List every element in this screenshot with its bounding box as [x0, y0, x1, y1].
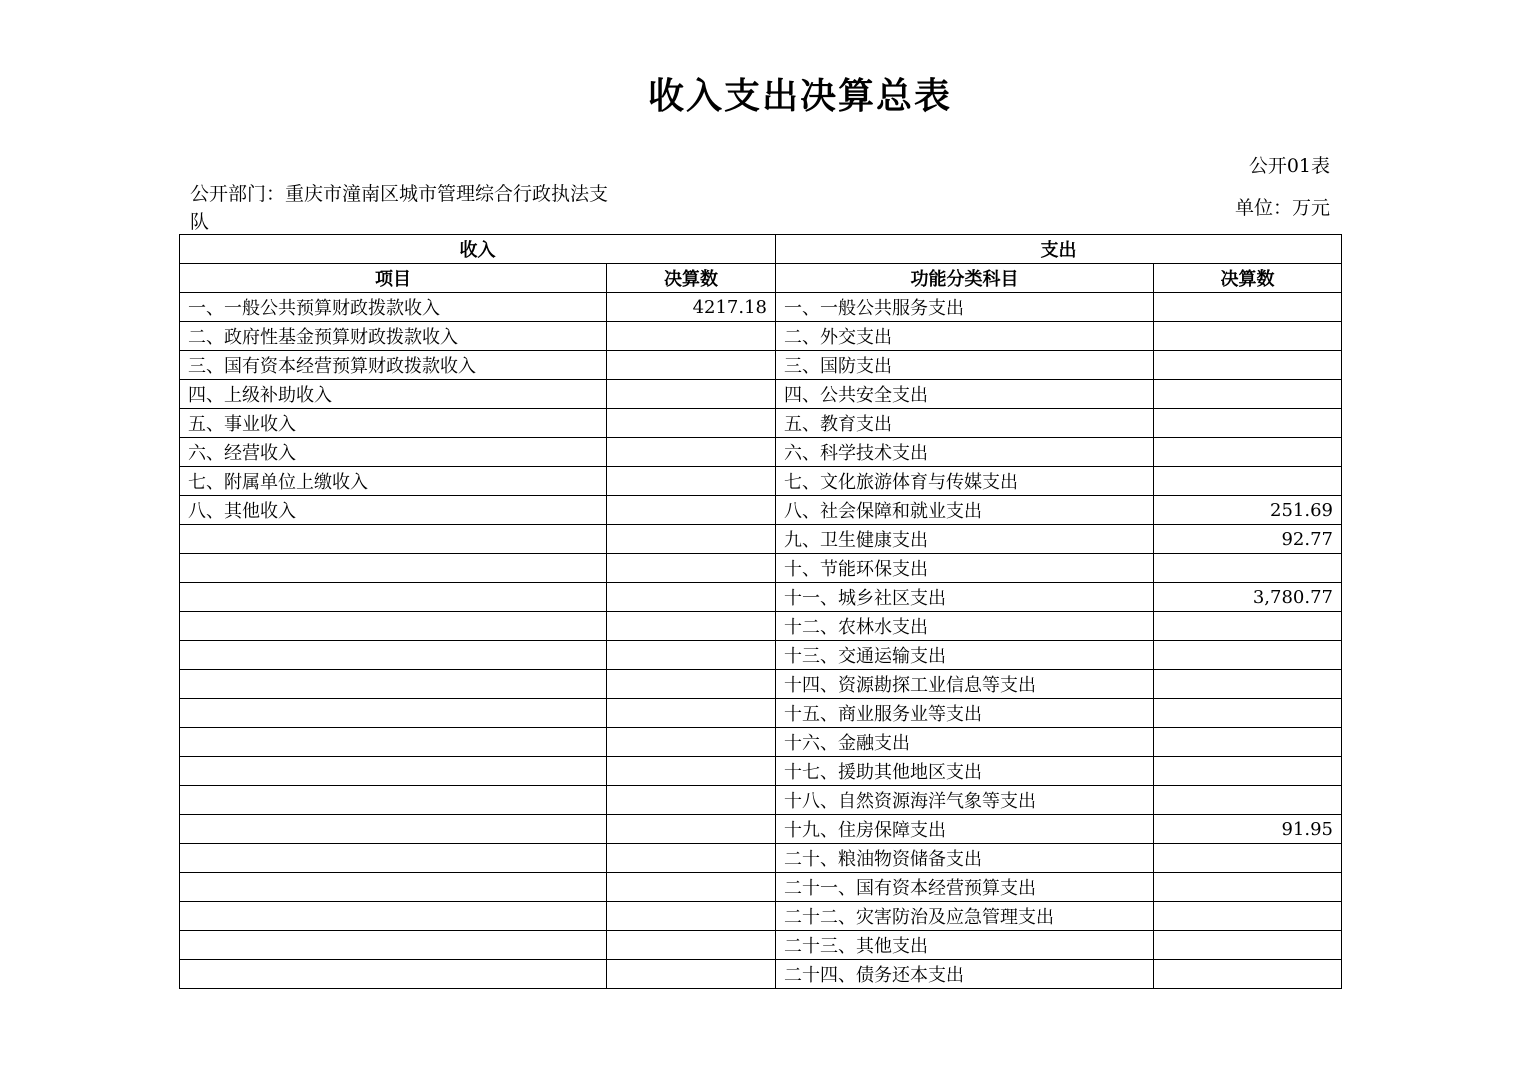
- income-item-cell: 一、一般公共预算财政拨款收入: [180, 293, 607, 322]
- income-group-header: 收入: [180, 235, 776, 264]
- income-amount-cell: [607, 844, 776, 873]
- table-body: [180, 293, 1342, 989]
- table-row: [180, 699, 1342, 728]
- income-item-cell: [180, 902, 607, 931]
- table-row: [180, 409, 1342, 438]
- table-row: [180, 902, 1342, 931]
- expense-item-header: 功能分类科目: [776, 264, 1154, 293]
- table-row: [180, 757, 1342, 786]
- unit-label: 单位：万元: [1234, 197, 1330, 219]
- income-amount-cell: [607, 960, 776, 989]
- expense-amount-cell: [1154, 873, 1342, 902]
- table-row: [180, 380, 1342, 409]
- expense-amount-cell: [1154, 293, 1342, 322]
- table-row: [180, 670, 1342, 699]
- expense-item-cell: 九、卫生健康支出: [776, 525, 1154, 554]
- table-row: [180, 728, 1342, 757]
- expense-amount-cell: [1154, 699, 1342, 728]
- table-row: [180, 931, 1342, 960]
- income-amount-cell: [607, 728, 776, 757]
- income-item-cell: [180, 728, 607, 757]
- table-row: [180, 525, 1342, 554]
- income-item-header: 项目: [180, 264, 607, 293]
- income-amount-cell: [607, 757, 776, 786]
- income-amount-cell: [607, 670, 776, 699]
- table-row: [180, 554, 1342, 583]
- expense-item-cell: 八、社会保障和就业支出: [776, 496, 1154, 525]
- table-row: [180, 960, 1342, 989]
- expense-amount-cell: [1154, 728, 1342, 757]
- income-expense-table: [179, 234, 1342, 989]
- table-row: [180, 322, 1342, 351]
- expense-item-cell: 十八、自然资源海洋气象等支出: [776, 786, 1154, 815]
- expense-item-cell: 五、教育支出: [776, 409, 1154, 438]
- expense-amount-cell: [1154, 786, 1342, 815]
- expense-amount-header: 决算数: [1154, 264, 1342, 293]
- income-amount-cell: [607, 815, 776, 844]
- income-item-cell: 六、经营收入: [180, 438, 607, 467]
- income-item-cell: [180, 612, 607, 641]
- expense-item-cell: 二十、粮油物资储备支出: [776, 844, 1154, 873]
- group-header-row: [180, 235, 1342, 264]
- form-code: 公开01表: [1248, 155, 1330, 177]
- expense-item-cell: 十三、交通运输支出: [776, 641, 1154, 670]
- department-label: 公开部门：重庆市潼南区城市管理综合行政执法支队: [190, 183, 609, 233]
- income-item-cell: [180, 960, 607, 989]
- table-row: [180, 351, 1342, 380]
- expense-amount-cell: [1154, 670, 1342, 699]
- expense-amount-cell: 91.95: [1154, 815, 1342, 844]
- income-item-cell: 八、其他收入: [180, 496, 607, 525]
- table-row: [180, 815, 1342, 844]
- expense-amount-cell: [1154, 641, 1342, 670]
- income-amount-cell: [607, 931, 776, 960]
- table-row: [180, 612, 1342, 641]
- expense-item-cell: 十六、金融支出: [776, 728, 1154, 757]
- expense-amount-cell: 251.69: [1154, 496, 1342, 525]
- expense-item-cell: 二十四、债务还本支出: [776, 960, 1154, 989]
- income-item-cell: [180, 525, 607, 554]
- table-row: [180, 786, 1342, 815]
- expense-item-cell: 六、科学技术支出: [776, 438, 1154, 467]
- income-amount-cell: [607, 467, 776, 496]
- income-amount-cell: [607, 554, 776, 583]
- income-amount-cell: [607, 699, 776, 728]
- income-item-cell: [180, 554, 607, 583]
- expense-amount-cell: [1154, 438, 1342, 467]
- income-amount-cell: [607, 873, 776, 902]
- income-item-cell: [180, 873, 607, 902]
- expense-item-cell: 二十一、国有资本经营预算支出: [776, 873, 1154, 902]
- document-title: 收入支出决算总表: [647, 76, 952, 117]
- column-header-row: [180, 264, 1342, 293]
- income-amount-cell: [607, 496, 776, 525]
- income-amount-cell: [607, 583, 776, 612]
- income-item-cell: [180, 670, 607, 699]
- income-amount-cell: [607, 641, 776, 670]
- table-row: [180, 496, 1342, 525]
- income-amount-cell: [607, 322, 776, 351]
- table-row: [180, 641, 1342, 670]
- expense-item-cell: 十五、商业服务业等支出: [776, 699, 1154, 728]
- income-item-cell: 二、政府性基金预算财政拨款收入: [180, 322, 607, 351]
- table-row: [180, 467, 1342, 496]
- expense-amount-cell: [1154, 554, 1342, 583]
- expense-item-cell: 二十二、灾害防治及应急管理支出: [776, 902, 1154, 931]
- income-amount-cell: [607, 409, 776, 438]
- expense-amount-cell: [1154, 844, 1342, 873]
- income-item-cell: 五、事业收入: [180, 409, 607, 438]
- expense-item-cell: 二十三、其他支出: [776, 931, 1154, 960]
- income-amount-cell: [607, 612, 776, 641]
- table-row: [180, 293, 1342, 322]
- income-item-cell: [180, 786, 607, 815]
- income-amount-cell: [607, 786, 776, 815]
- income-item-cell: [180, 844, 607, 873]
- expense-item-cell: 十七、援助其他地区支出: [776, 757, 1154, 786]
- income-item-cell: [180, 641, 607, 670]
- expense-item-cell: 三、国防支出: [776, 351, 1154, 380]
- expense-item-cell: 十一、城乡社区支出: [776, 583, 1154, 612]
- expense-amount-cell: [1154, 409, 1342, 438]
- expense-item-cell: 四、公共安全支出: [776, 380, 1154, 409]
- expense-amount-cell: [1154, 757, 1342, 786]
- expense-item-cell: 十九、住房保障支出: [776, 815, 1154, 844]
- income-item-cell: [180, 699, 607, 728]
- table-row: [180, 583, 1342, 612]
- table-row: [180, 438, 1342, 467]
- income-item-cell: 七、附属单位上缴收入: [180, 467, 607, 496]
- expense-amount-cell: [1154, 380, 1342, 409]
- table-row: [180, 873, 1342, 902]
- expense-item-cell: 七、文化旅游体育与传媒支出: [776, 467, 1154, 496]
- expense-amount-cell: [1154, 960, 1342, 989]
- income-item-cell: [180, 757, 607, 786]
- income-item-cell: 三、国有资本经营预算财政拨款收入: [180, 351, 607, 380]
- income-amount-cell: [607, 525, 776, 554]
- expense-amount-cell: [1154, 931, 1342, 960]
- income-amount-cell: 4217.18: [607, 293, 776, 322]
- income-item-cell: [180, 815, 607, 844]
- expense-group-header: 支出: [776, 235, 1342, 264]
- expense-amount-cell: 92.77: [1154, 525, 1342, 554]
- expense-item-cell: 十、节能环保支出: [776, 554, 1154, 583]
- table-row: [180, 844, 1342, 873]
- income-item-cell: 四、上级补助收入: [180, 380, 607, 409]
- expense-amount-cell: [1154, 322, 1342, 351]
- income-amount-header: 决算数: [607, 264, 776, 293]
- expense-item-cell: 十二、农林水支出: [776, 612, 1154, 641]
- expense-amount-cell: [1154, 612, 1342, 641]
- income-amount-cell: [607, 902, 776, 931]
- expense-amount-cell: [1154, 902, 1342, 931]
- expense-item-cell: 二、外交支出: [776, 322, 1154, 351]
- expense-item-cell: 一、一般公共服务支出: [776, 293, 1154, 322]
- income-amount-cell: [607, 351, 776, 380]
- income-amount-cell: [607, 438, 776, 467]
- income-item-cell: [180, 931, 607, 960]
- expense-amount-cell: 3,780.77: [1154, 583, 1342, 612]
- expense-item-cell: 十四、资源勘探工业信息等支出: [776, 670, 1154, 699]
- income-item-cell: [180, 583, 607, 612]
- income-amount-cell: [607, 380, 776, 409]
- expense-amount-cell: [1154, 467, 1342, 496]
- expense-amount-cell: [1154, 351, 1342, 380]
